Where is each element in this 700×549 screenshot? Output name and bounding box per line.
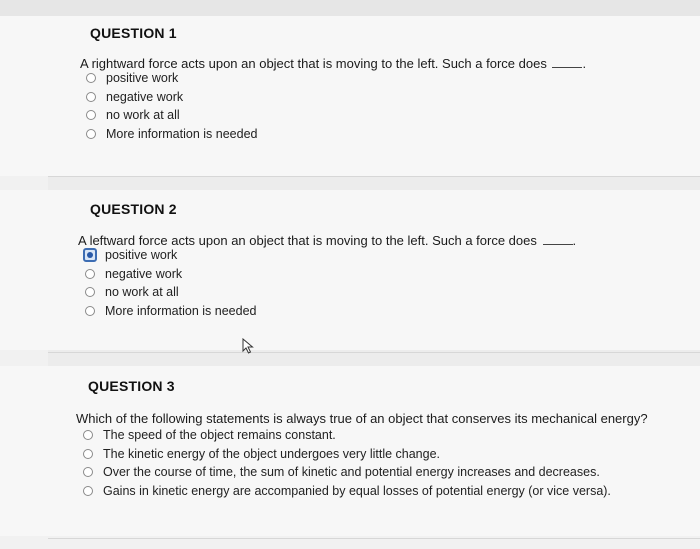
mouse-pointer-icon bbox=[242, 338, 256, 354]
question-separator bbox=[48, 176, 700, 190]
answer-blank bbox=[543, 235, 573, 245]
radio-button-icon[interactable] bbox=[83, 430, 93, 440]
option-negative-work[interactable]: negative work bbox=[86, 88, 257, 107]
radio-button-icon[interactable] bbox=[86, 129, 96, 139]
question-text: Which of the following statements is always true of an object that conserves its mechanical energy? bbox=[76, 411, 648, 426]
radio-button-icon[interactable] bbox=[86, 73, 96, 83]
question-text: A leftward force acts upon an object that is moving to the left. Such a force does . bbox=[78, 233, 577, 248]
option-no-work[interactable]: no work at all bbox=[85, 283, 256, 302]
question-title: QUESTION 1 bbox=[90, 25, 177, 41]
answer-options bbox=[83, 426, 611, 500]
option-kinetic-little-change[interactable]: The kinetic energy of the object undergoes very little change. bbox=[83, 445, 611, 464]
radio-button-icon[interactable] bbox=[85, 306, 95, 316]
divider-line bbox=[48, 352, 700, 353]
option-positive-work[interactable]: positive work bbox=[86, 69, 257, 88]
option-more-info[interactable]: More information is needed bbox=[86, 125, 257, 144]
question-title: QUESTION 3 bbox=[88, 378, 175, 394]
question-text: A rightward force acts upon an object that is moving to the left. Such a force does . bbox=[80, 56, 587, 71]
question-1 bbox=[0, 16, 700, 176]
answer-blank bbox=[552, 58, 582, 68]
option-negative-work[interactable]: negative work bbox=[85, 265, 256, 284]
option-sum-varies[interactable]: Over the course of time, the sum of kinetic and potential energy increases and decreases. bbox=[83, 463, 611, 482]
question-2 bbox=[0, 190, 700, 350]
radio-button-icon[interactable] bbox=[85, 269, 95, 279]
radio-button-icon[interactable] bbox=[86, 110, 96, 120]
radio-button-icon[interactable] bbox=[85, 287, 95, 297]
answer-options bbox=[86, 69, 257, 143]
question-title: QUESTION 2 bbox=[90, 201, 177, 217]
divider-line bbox=[48, 176, 700, 177]
radio-button-icon[interactable] bbox=[83, 467, 93, 477]
radio-button-icon[interactable] bbox=[83, 449, 93, 459]
option-speed-constant[interactable]: The speed of the object remains constant. bbox=[83, 426, 611, 445]
option-kinetic-potential-exchange[interactable]: Gains in kinetic energy are accompanied by equal losses of potential energy (or vice versa). bbox=[83, 482, 611, 501]
radio-button-selected-icon[interactable] bbox=[83, 248, 97, 262]
option-more-info[interactable]: More information is needed bbox=[85, 302, 256, 321]
option-no-work[interactable]: no work at all bbox=[86, 106, 257, 125]
option-positive-work[interactable]: positive work bbox=[85, 246, 256, 265]
radio-button-icon[interactable] bbox=[86, 92, 96, 102]
top-border bbox=[0, 0, 700, 16]
question-3 bbox=[0, 366, 700, 536]
divider-line bbox=[48, 538, 700, 539]
answer-options bbox=[85, 246, 256, 320]
radio-button-icon[interactable] bbox=[83, 486, 93, 496]
